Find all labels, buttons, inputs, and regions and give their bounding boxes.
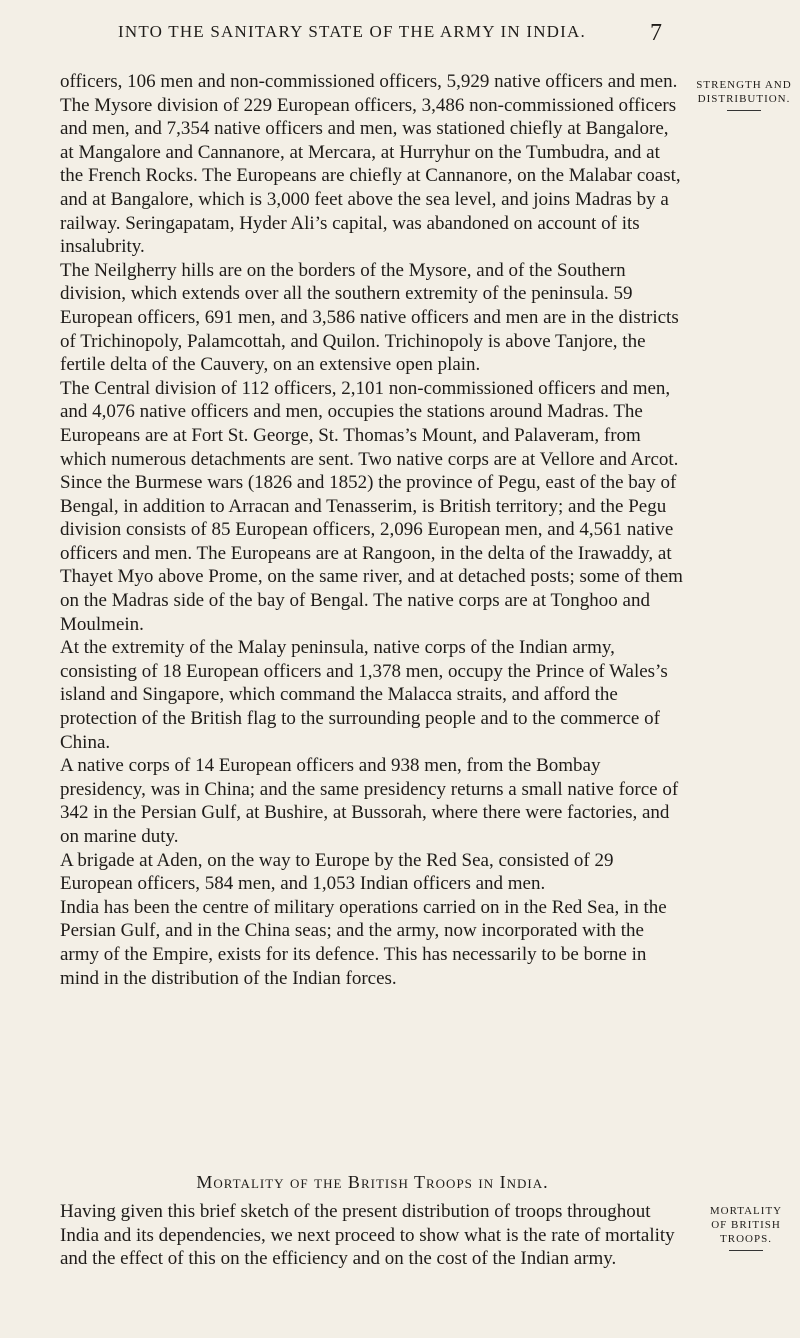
paragraph: The Mysore division of 229 European officers, 3,486 non-commissioned officers and men, and 7,354 native officers and men, was stationed chiefly at Bangalore, at Mangalore and Cannanore, at Mercara, at Hurryhur on the Tumbudra, and at the French Rocks. The Europeans are chiefly at Cannanore, on the Malabar coast, and at Bangalore, which is 3,000 feet above the sea level, and joins Madras by a railway. Seringapatam, Hyder Ali’s capital, was abandoned on account of its insalubrity.	[60, 94, 681, 258]
page-number: 7	[650, 20, 662, 46]
paragraph: Since the Burmese wars (1826 and 1852) the province of Pegu, east of the bay of Bengal, in addition to Arracan and Tenasserim, is British territory; and the Pegu division consists of 85 European officers, 2,096 European men, and 4,561 native officers and men. The Europeans are at Rangoon, in the delta of the Irawaddy, at Thayet Myo above Prome, on the same river, and at detached posts; some of them on the Madras side of the bay of Bengal. The native corps are at Tonghoo and Moulmein.	[60, 472, 683, 635]
paragraph: The Central division of 112 officers, 2,101 non-commissioned officers and men, and 4,076 native officers and men, occupies the stations around Madras. The Europeans are at Fort St. George, St. Thomas’s Mount, and Palaveram, from which numerous detachments are sent. Two native corps are at Vellore and Arcot.	[60, 377, 679, 470]
paragraph: The Neilgherry hills are on the borders of the Mysore, and of the Southern division, which extends over all the southern extremity of the peninsula. 59 European officers, 691 men, and 3,586 native officers and men are in the districts of Trichinopoly, Palamcottah, and Quilon. Trichinopoly is above Tanjore, the fertile delta of the Cauvery, on an extensive open plain.	[60, 259, 679, 376]
section-paragraph: Having given this brief sketch of the present distribution of troops throughout India and its dependencies, we next proceed to show what is the rate of mortality and the effect of this on the efficiency and on the cost of the Indian army.	[60, 1201, 675, 1270]
paragraph: A native corps of 14 European officers and 938 men, from the Bombay presidency, was in China; and the same presidency returns a small native force of 342 in the Persian Gulf, at Bushire, at Bussorah, where there were factories, and on marine duty.	[60, 755, 679, 847]
paragraph: officers, 106 men and non-commissioned officers, 5,929 native officers and men.	[60, 71, 678, 92]
section-heading: Mortality of the British Troops in India.	[196, 1172, 549, 1192]
margin-note-mortality-text: MORTALITY OF BRITISH TROOPS.	[709, 1205, 783, 1245]
body-text	[60, 70, 685, 990]
paragraph: India has been the centre of military operations carried on in the Red Sea, in the Persian Gulf, and in the China seas; and the army, now incorporated with the army of the Empire, exists for its defence. This has necessarily to be borne in mind in the distribution of the Indian forces.	[60, 896, 667, 989]
margin-rule	[727, 110, 761, 111]
running-title: INTO THE SANITARY STATE OF THE ARMY IN INDIA.	[118, 22, 586, 41]
paragraph: At the extremity of the Malay peninsula, native corps of the Indian army, consisting of 18 European officers and 1,378 men, occupy the Prince of Wales’s island and Singapore, which command the Malacca straits, and afford the protection of the British flag to the surrounding people and to the commerce of China.	[60, 637, 668, 753]
margin-note-strength-text: STRENGTH AND DISTRIBUTION.	[696, 79, 792, 105]
margin-rule	[729, 1250, 763, 1251]
section-text	[60, 1200, 685, 1271]
margin-note-mortality	[706, 1204, 786, 1251]
margin-note-strength	[692, 78, 796, 111]
paragraph: A brigade at Aden, on the way to Europe by the Red Sea, consisted of 29 European officers, 584 men, and 1,053 Indian officers and men.	[60, 849, 614, 895]
